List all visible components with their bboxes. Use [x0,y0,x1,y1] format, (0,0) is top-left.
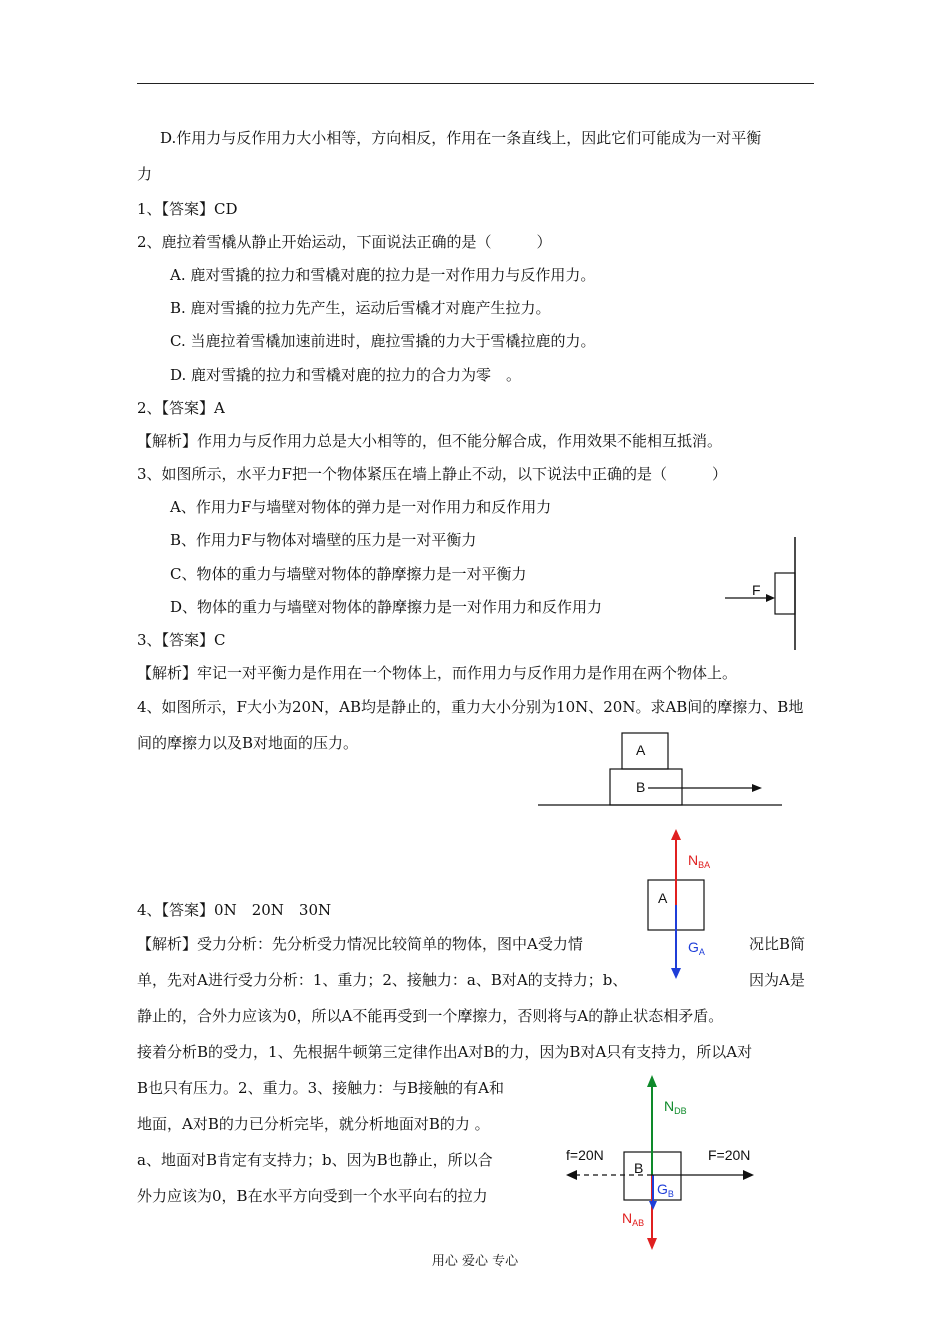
text-line: C. 当鹿拉着雪橇加速前进时，鹿拉雪撬的力大于雪橇拉鹿的力。 [170,332,596,350]
text-line: 间的摩擦力以及B对地面的压力。 [137,734,359,752]
normal-db-arrowhead [647,1075,657,1087]
text-line: 4、如图所示，F大小为20N，AB均是静止的，重力大小分别为10N、20N。求AB间的摩擦力、B地 [137,698,804,716]
text-line: B也只有压力。2、重力。3、接触力：与B接触的有A和 [137,1079,504,1097]
text-line: 地面，A对B的力已分析完毕，就分析地面对B的力 。 [137,1115,490,1133]
text-line: D、物体的重力与墙壁对物体的静摩擦力是一对作用力和反作用力 [170,598,603,616]
text-line: 【解析】作用力与反作用力总是大小相等的，但不能分解合成，作用效果不能相互抵消。 [137,432,723,450]
free-body-a-label: A [658,890,668,906]
g-b-label: $G_B$ [657,1181,674,1199]
text-line: 4、【答案】0N 20N 30N [137,901,332,919]
pull-force-arrowhead [743,1170,754,1180]
text-line: 3、【答案】C [137,631,226,649]
text-line: 【解析】牢记一对平衡力是作用在一个物体上，而作用力与反作用力是作用在两个物体上。 [137,664,738,682]
text-line: 力 [137,165,153,183]
block-b-label: B [636,779,646,795]
text-line: 单，先对A进行受力分析：1、重力；2、接触力：a、B对A的支持力；b、 [137,971,628,989]
text-line: A. 鹿对雪撬的拉力和雪橇对鹿的拉力是一对作用力与反作用力。 [170,266,596,284]
text-line: 外力应该为0，B在水平方向受到一个水平向右的拉力 [137,1187,488,1205]
friction-arrowhead [566,1170,577,1180]
text-line: D. 鹿对雪撬的拉力和雪橇对鹿的拉力的合力为零 。 [170,366,522,384]
friction-label: f=20N [566,1147,604,1163]
text-line: 3、如图所示，水平力F把一个物体紧压在墙上静止不动，以下说法中正确的是（ ） [137,465,727,483]
n-ab-label: $N_{AB}$ [622,1210,645,1228]
text-line: 1、【答案】CD [137,200,238,218]
text-line: a、地面对B肯定有支持力；b、因为B也静止，所以合 [137,1151,493,1169]
text-line: B、作用力F与物体对墙壁的压力是一对平衡力 [170,531,477,549]
force-label: F [752,582,761,598]
text-line: D.作用力与反作用力大小相等，方向相反，作用在一条直线上，因此它们可能成为一对平衡 [160,129,762,147]
text-line: 静止的，合外力应该为0，所以A不能再受到一个摩擦力，否则将与A的静止状态相矛盾。 [137,1007,724,1025]
free-body-b-label: B [634,1160,644,1176]
gravity-b-arrowhead [649,1201,657,1210]
text-line: 因为A是 [749,971,805,989]
block-a-label: A [636,742,646,758]
text-line: 2、鹿拉着雪橇从静止开始运动，下面说法正确的是（ ） [137,233,552,251]
text-line: 接着分析B的受力，1、先根据牛顿第三定律作出A对B的力，因为B对A只有支持力，所以A对 [137,1043,753,1061]
text-line: 【解析】受力分析：先分析受力情况比较简单的物体，图中A受力情 [137,935,583,953]
page-footer: 用心 爱心 专心 [431,1254,519,1269]
normal-ab-arrowhead [647,1238,657,1250]
n-ba-label: $N_{BA}$ [688,852,711,870]
pull-force-label: F=20N [708,1147,751,1163]
text-line: A、作用力F与墙壁对物体的弹力是一对作用力和反作用力 [170,498,552,516]
g-a-label: $G_A$ [688,939,705,957]
text-line: 况比B简 [749,935,806,953]
n-db-label: $N_{DB}$ [664,1098,687,1116]
text-line: 2、【答案】A [137,399,225,417]
text-line: B. 鹿对雪撬的拉力先产生，运动后雪橇才对鹿产生拉力。 [170,299,551,317]
text-line: C、物体的重力与墙壁对物体的静摩擦力是一对平衡力 [170,565,527,583]
